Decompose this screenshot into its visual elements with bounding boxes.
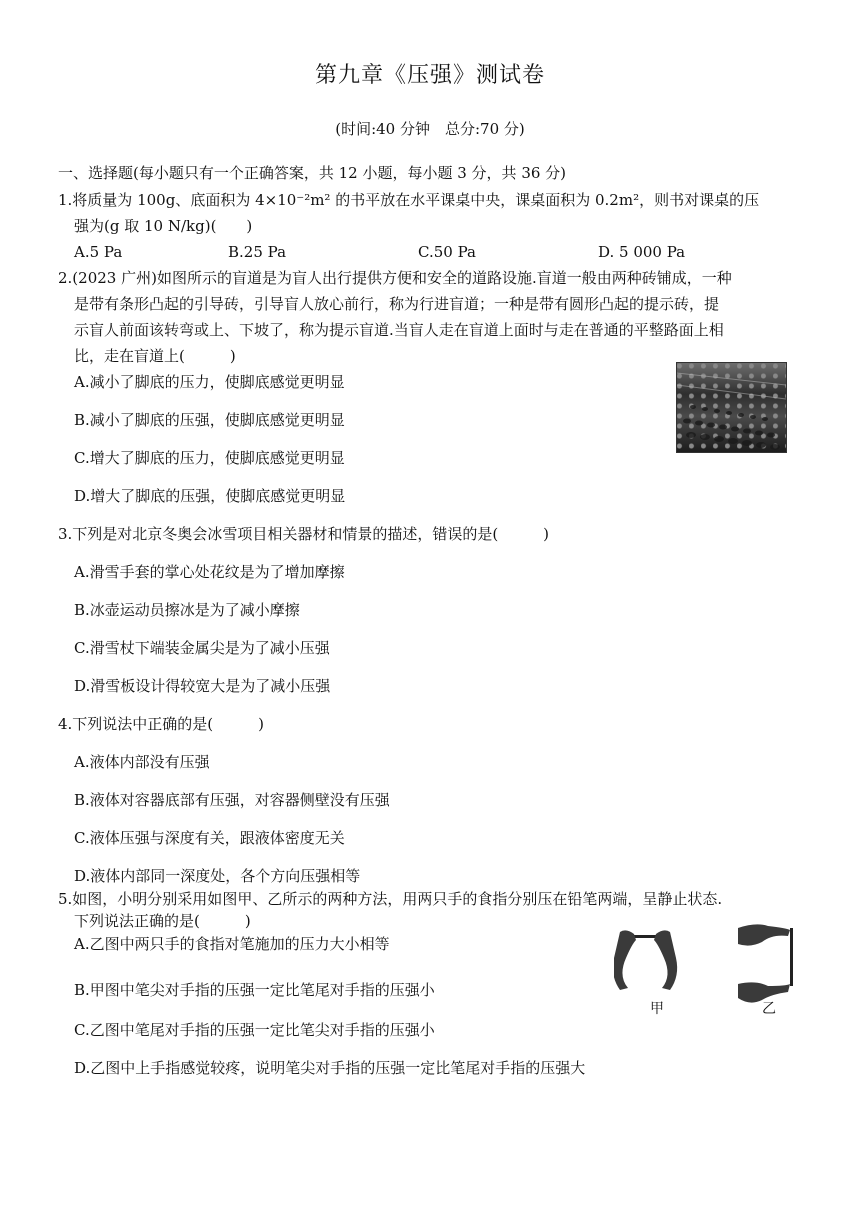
question-2-option-a: A.减小了脚底的压力，使脚底感觉更明显 [74,373,345,391]
question-2-option-d: D.增大了脚底的压强，使脚底感觉更明显 [74,487,346,505]
question-4-option-b: B.液体对容器底部有压强，对容器侧壁没有压强 [74,791,390,809]
question-5-option-d: D.乙图中上手指感觉较疼，说明笔尖对手指的压强一定比笔尾对手指的压强大 [74,1059,586,1077]
page-title: 第九章《压强》测试卷 [314,63,545,88]
question-5-text: 5.如图，小明分别采用如图甲、乙所示的两种方法，用两只手的食指分别压在铅笔两端，呈静止状态. [58,890,723,908]
question-5-option-c: C.乙图中笔尾对手指的压强一定比笔尖对手指的压强小 [74,1021,435,1039]
figure-jia [614,930,677,990]
question-4-option-a: A.液体内部没有压强 [74,753,210,771]
figure-label-jia: 甲 [650,1001,664,1017]
question-1-option-d: D. 5 000 Pa [598,243,686,261]
question-5-option-b: B.甲图中笔尖对手指的压强一定比笔尾对手指的压强小 [74,981,435,999]
question-1-option-b: B.25 Pa [228,243,287,261]
question-1-option-c: C.50 Pa [418,243,476,261]
question-2-option-b: B.减小了脚底的压强，使脚底感觉更明显 [74,411,345,429]
question-3-option-d: D.滑雪板设计得较宽大是为了减小压强 [74,677,331,695]
question-2-text-cont3: 比，走在盲道上( ) [74,347,236,365]
pencil-hands-figure [614,922,804,1018]
question-5-option-a: A.乙图中两只手的食指对笔施加的压力大小相等 [74,935,390,953]
question-3-option-c: C.滑雪杖下端装金属尖是为了减小压强 [74,639,330,657]
question-1-text: 1.将质量为 100g、底面积为 4×10⁻²m² 的书平放在水平课桌中央，课桌面积为 0.2m²，则书对课桌的压 [58,191,760,209]
question-2-text-cont1: 是带有条形凸起的引导砖，引导盲人放心前行，称为行进盲道；一种是带有圆形凸起的提示砖，提 [74,295,720,313]
question-2-text-cont2: 示盲人前面该转弯或上、下坡了，称为提示盲道.当盲人走在盲道上面时与走在普通的平整路面上相 [74,321,724,339]
question-3-text: 3.下列是对北京冬奥会冰雪项目相关器材和情景的描述，错误的是( ) [58,525,550,543]
exam-info: (时间:40 分钟 总分:70 分) [335,120,525,138]
figure-label-yi: 乙 [762,1001,776,1017]
figure-yi [738,924,793,1002]
tactile-paving-photo [676,362,787,453]
question-3-option-a: A.滑雪手套的掌心处花纹是为了增加摩擦 [74,563,345,581]
question-4-option-d: D.液体内部同一深度处，各个方向压强相等 [74,867,361,885]
question-2-option-c: C.增大了脚底的压力，使脚底感觉更明显 [74,449,345,467]
question-1-option-a: A.5 Pa [74,243,123,261]
question-4-text: 4.下列说法中正确的是( ) [58,715,265,733]
question-1-text-cont: 强为(g 取 10 N/kg)( ) [74,217,253,235]
section-heading: 一、选择题(每小题只有一个正确答案，共 12 小题，每小题 3 分，共 36 分) [58,164,567,182]
question-3-option-b: B.冰壶运动员擦冰是为了减小摩擦 [74,601,300,619]
question-4-option-c: C.液体压强与深度有关，跟液体密度无关 [74,829,345,847]
question-2-text: 2.(2023 广州)如图所示的盲道是为盲人出行提供方便和安全的道路设施.盲道一般由两种砖铺成，一种 [58,269,732,287]
question-5-text-cont: 下列说法正确的是( ) [74,912,251,930]
